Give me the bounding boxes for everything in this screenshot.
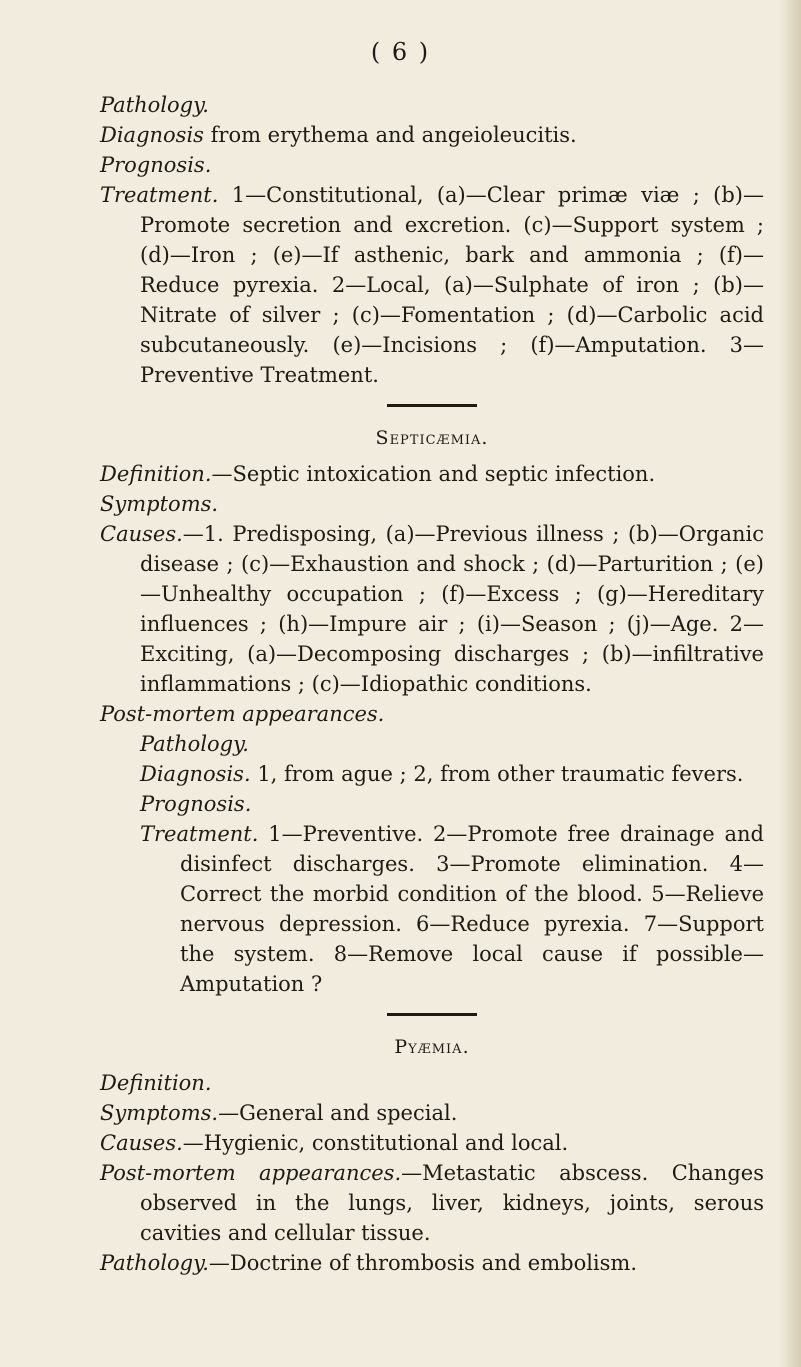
pyaemia-heading: Pyæmia.: [394, 1036, 470, 1058]
pyaemia-pathology-text: —Doctrine of thrombosis and embolism.: [208, 1251, 638, 1275]
pathology-subheading: Pathology.: [140, 732, 249, 756]
diagnosis-subtext: 1, from ague ; 2, from other traumatic fevers.: [250, 762, 744, 786]
section-divider: [387, 1013, 477, 1016]
pyaemia-causes-text: —Hygienic, constitutional and local.: [182, 1131, 569, 1155]
pyaemia-pathology-label: Pathology.: [100, 1251, 209, 1275]
diagnosis-text: from erythema and angeioleucitis.: [203, 123, 577, 147]
prognosis-heading: Prognosis.: [100, 153, 212, 177]
pyaemia-symptoms-line: [100, 1098, 764, 1128]
pyaemia-postmortem-text: —Metastatic abscess. Changes observed in the lungs, liver, kidneys, joints, serous cavities and cellular tissue.: [140, 1161, 764, 1245]
definition-line: [100, 459, 764, 489]
pyaemia-causes-line: [100, 1128, 764, 1158]
pyaemia-postmortem-paragraph: [100, 1158, 764, 1248]
definition-label: Definition.: [100, 462, 212, 486]
definition-text: —Septic intoxication and septic infection.: [211, 462, 656, 486]
pyaemia-definition: Definition.: [100, 1071, 212, 1095]
treatment-paragraph: [100, 180, 764, 390]
diagnosis-sublabel: Diagnosis.: [140, 762, 251, 786]
pyaemia-pathology-line: [100, 1248, 764, 1278]
treatment-label: Treatment.: [100, 183, 219, 207]
treatment-sublabel: Treatment.: [140, 822, 259, 846]
diagnosis-label: Diagnosis: [100, 123, 204, 147]
pyaemia-symptoms-text: —General and special.: [218, 1101, 458, 1125]
prognosis-subheading: Prognosis.: [140, 792, 252, 816]
pyaemia-postmortem-label: Post-mortem appearances.: [100, 1161, 402, 1185]
diagnosis-line: [100, 120, 764, 150]
section-divider: [387, 404, 477, 407]
causes-label: Causes.: [100, 522, 183, 546]
treatment-subparagraph: [100, 819, 764, 999]
pyaemia-symptoms-label: Symptoms.: [100, 1101, 219, 1125]
causes-text: —1. Predisposing, (a)—Previous illness ; (b)—Organic disease ; (c)—Exhaustion and shock ; (d)—Parturition ; (e)—Unhealthy occupation ; (f)—Excess ; (g)—Hereditary influences ; (h)—Impure air ; (i)—Season ; (j)—Age. 2—Exciting, (a)—Decomposing discharges ; (b)—infiltrative inflammations ; (c)—Idiopathic conditions.: [140, 522, 764, 696]
treatment-subtext: 1—Preventive. 2—Promote free drainage and disinfect discharges. 3—Promote elimination. 4—Correct the morbid condition of the blood. 5—Relieve nervous depression. 6—Reduce pyrexia. 7—Support the system. 8—Remove local cause if possible—Amputation ?: [180, 822, 764, 996]
causes-paragraph: [100, 519, 764, 699]
pyaemia-causes-label: Causes.: [100, 1131, 183, 1155]
pathology-heading: Pathology.: [100, 93, 209, 117]
page-body: [100, 90, 764, 1278]
symptoms-heading: Symptoms.: [100, 492, 219, 516]
page-number: ( 6 ): [370, 38, 431, 66]
page-edge-shading: [779, 0, 801, 1367]
septicaemia-heading: Septicæmia.: [375, 427, 489, 449]
diagnosis-subline: [100, 759, 764, 789]
treatment-text: 1—Constitutional, (a)—Clear primæ viæ ; (b)—Promote secretion and excretion. (c)—Support system ; (d)—Iron ; (e)—If asthenic, bark and ammonia ; (f)—Reduce pyrexia. 2—Local, (a)—Sulphate of iron ; (b)—Nitrate of silver ; (c)—Fomentation ; (d)—Carbolic acid subcutaneously. (e)—Incisions ; (f)—Amputation. 3—Preventive Treatment.: [140, 183, 764, 387]
postmortem-heading: Post-mortem appearances.: [100, 702, 385, 726]
